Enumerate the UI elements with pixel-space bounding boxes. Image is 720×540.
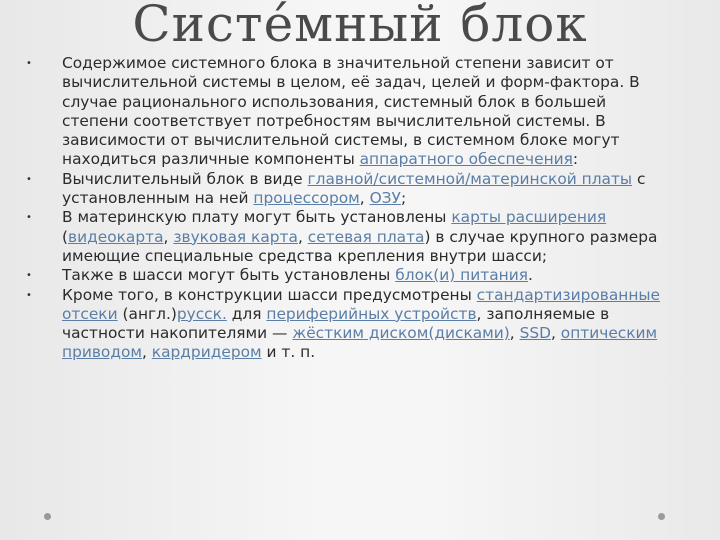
inline-link[interactable]: SSD [519,324,551,343]
bullet-icon: • [26,212,32,224]
inline-link[interactable]: периферийных устройств [266,304,477,323]
body-text: , [359,189,370,208]
decorative-dot-left [44,513,51,520]
body-text: ; [400,189,407,208]
bullet-icon: • [26,58,32,69]
body-text: : [572,150,579,169]
inline-link[interactable]: оптическим приводом [62,324,658,362]
inline-link[interactable]: карты расширения [451,208,607,227]
body-text: , [297,227,308,246]
bullet-item [26,266,676,285]
inline-link[interactable]: аппаратного обеспечения [359,150,573,169]
inline-link[interactable]: стандартизированные отсеки [62,285,661,323]
bullet-item [26,54,676,170]
inline-link[interactable]: жёстким диском(дисками) [292,324,510,343]
body-text: с установленным на ней [62,169,646,208]
inline-link[interactable]: главной/системной/материнской платы [307,169,633,188]
inline-link[interactable]: русск. [176,304,227,323]
body-text: Содержимое системного блока в значительной степени зависит от вычислительной системы в целом, её задач, целей и форм-фактора. В случае рационального использования, системный блок в большей степени соответствует потребностям вычислительной системы. В зависимости от вычислительной системы, в системном блоке могут находиться различные компоненты [62,54,640,169]
inline-link[interactable]: кардридером [151,343,262,362]
inline-link[interactable]: ОЗУ [369,189,401,208]
body-text: Также в шасси могут быть установлены [62,266,396,285]
body-text: Кроме того, в конструкции шасси предусмотрены [62,285,477,304]
inline-link[interactable]: сетевая плата [307,227,425,246]
body-text: ) в случае крупного размера имеющие специальные средства крепления внутри шасси; [62,227,658,265]
body-text: Вычислительный блок в виде [62,169,308,188]
inline-link[interactable]: звуковая карта [173,227,298,246]
inline-link[interactable]: видеокарта [68,227,164,246]
body-text: , заполняемые в частности накопителями — [62,304,610,343]
slide-title: Систе́мный блок [132,0,588,53]
bullet-item [26,286,676,363]
bullet-icon: • [26,289,32,301]
body-text: для [226,304,267,323]
inline-link[interactable]: процессором [253,189,360,208]
decorative-dot-right [658,513,665,520]
body-text: , [163,227,174,246]
body-text: и т. п. [261,343,316,362]
body-text: , [550,324,561,343]
body-text: В материнскую плату могут быть установлены [62,208,452,227]
bullet-item [26,208,676,266]
body-text: . [527,266,533,285]
body-text: (англ.) [117,304,177,323]
body-text: , [509,324,520,343]
inline-link[interactable]: блок(и) питания [395,266,528,285]
bullet-item [26,170,676,209]
bullet-icon: • [26,270,32,282]
body-text: , [142,343,152,362]
body-text: ( [62,227,69,246]
bullet-icon: • [26,173,32,185]
bullet-list [26,54,676,363]
